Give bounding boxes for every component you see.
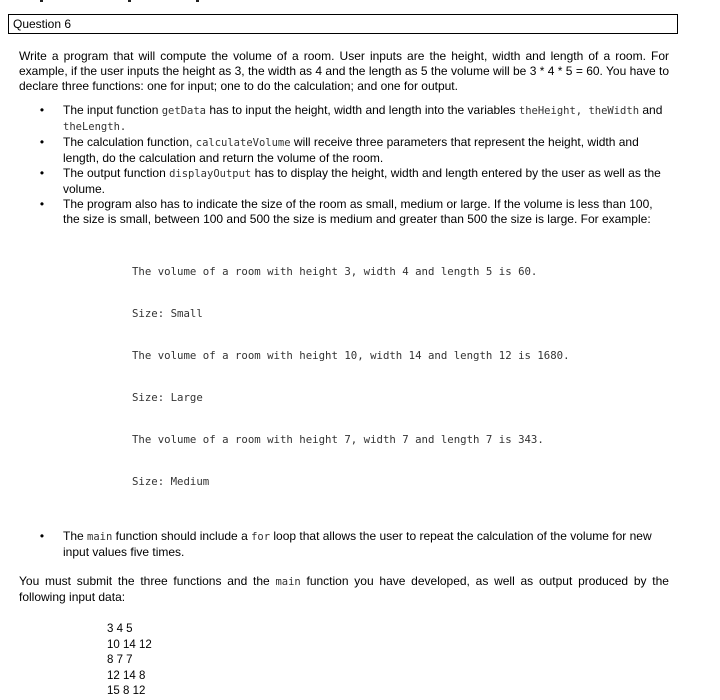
example-output — [132, 237, 602, 517]
code-theLength: theLength — [63, 121, 120, 133]
intro-paragraph: Write a program that will compute the volume of a room. User inputs are the height, width and length of a room. For example, if the user inputs the height as 3, the width as 4 and the length as 5 the volume will be 3 * 4 * 5 = 60. You have to declare three functions: one for input; one to do the calculation; and one for output. — [19, 49, 669, 93]
question-header — [8, 14, 678, 34]
input-row: 12 14 8 — [107, 669, 146, 682]
code-theWidth: theWidth — [588, 105, 640, 117]
previous-page-edge — [0, 0, 720, 6]
input-row: 8 7 7 — [107, 654, 133, 666]
question-body — [19, 49, 669, 700]
question-title: Question 6 — [13, 17, 72, 31]
example-line: Size: Small — [132, 307, 203, 320]
code-calculateVolume: calculateVolume — [195, 137, 291, 149]
code-theHeight: theHeight — [518, 105, 576, 117]
input-row: 10 14 12 — [107, 638, 152, 651]
code-displayOutput: displayOutput — [169, 168, 252, 180]
list-item: • The main function should include a for loop that allows the user to repeat the calculation of the volume for new input values five times. — [39, 529, 652, 559]
bullet-icon: • — [39, 529, 45, 543]
requirements-list — [19, 103, 669, 560]
bullet-icon: • — [39, 166, 45, 180]
code-main: main — [275, 576, 301, 588]
example-line: Size: Large — [132, 391, 203, 404]
example-line: The volume of a room with height 10, width 14 and length 12 is 1680. — [132, 349, 570, 362]
list-item: • The output function displayOutput has to display the height, width and length entered by the user as well as the volume. — [39, 166, 661, 196]
input-row: 15 8 12 — [107, 685, 146, 697]
submit-paragraph: You must submit the three functions and the main function you have developed, as well as output produced by the following input data: — [19, 574, 669, 604]
example-line: The volume of a room with height 3, width 4 and length 5 is 60. — [132, 265, 538, 278]
example-line: The volume of a room with height 7, width 7 and length 7 is 343. — [132, 433, 544, 446]
list-item: • The input function getData has to input the height, width and length into the variables theHeight, theWidth and theLength. — [39, 103, 663, 133]
example-line: Size: Medium — [132, 475, 210, 488]
bullet-icon: • — [39, 197, 45, 211]
bullet-icon: • — [39, 103, 45, 117]
input-data-list — [107, 622, 669, 700]
input-row: 3 4 5 — [107, 623, 133, 635]
code-getData: getData — [161, 105, 206, 117]
code-main: main — [87, 531, 113, 543]
code-for: for — [251, 531, 271, 543]
list-item: • The calculation function, calculateVolume will receive three parameters that represent the height, width and length, do the calculation and return the volume of the room. — [39, 135, 639, 165]
bullet-icon: • — [39, 135, 45, 149]
list-item: • The program also has to indicate the size of the room as small, medium or large. If the volume is less than 100, the size is small, between 100 and 500 the size is medium and greater than 500 the size is large. For example: The volume of a room with height 3, width 4 and length 5 is 60. Size: Small The volume of a room with height 10, width 14 and length 12 is 1680. Size: Large The volume of a room with height 7, width 7 and length 7 is 343. Size: Medium — [19, 197, 669, 529]
